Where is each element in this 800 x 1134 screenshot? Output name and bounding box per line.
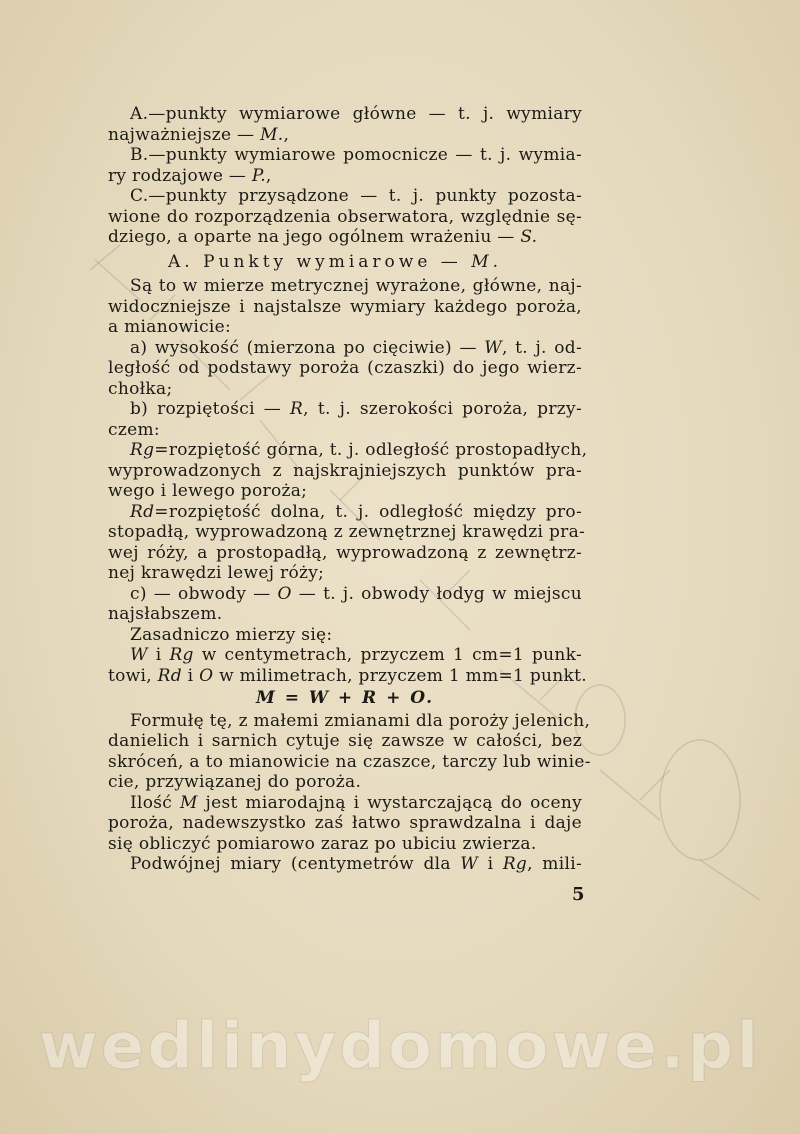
text-line xyxy=(108,563,582,584)
text-segment: Formułę tę, z małemi zmianami dla poroży jelenich, xyxy=(130,710,591,731)
text-line xyxy=(108,834,582,855)
text-line xyxy=(108,854,582,875)
italic-symbol: M. xyxy=(260,124,284,145)
text-segment: się obliczyć pomiarowo zaraz po ubiciu zwierza. xyxy=(108,833,537,854)
text-segment: najważniejsze — xyxy=(108,124,261,145)
text-line xyxy=(108,625,582,646)
text-segment: czem: xyxy=(108,419,160,440)
text-line xyxy=(108,461,582,482)
text-line xyxy=(108,481,582,502)
text-segment: ległość od podstawy poroża (czaszki) do jego wierz- xyxy=(108,358,582,378)
text-segment: wyprowadzonych z najskrajniejszych punktów pra- xyxy=(108,460,582,481)
italic-symbol: Rd xyxy=(130,501,155,522)
text-segment: ry rodzajowe — xyxy=(108,165,252,186)
text-line xyxy=(108,186,582,207)
text-segment: towi, xyxy=(108,665,158,686)
page-number: 5 xyxy=(572,884,585,905)
italic-symbol: W xyxy=(130,645,148,665)
text-line xyxy=(108,604,582,625)
text-line xyxy=(108,645,582,666)
italic-symbol: S. xyxy=(520,227,538,247)
text-segment: M = W + R + O. xyxy=(255,688,434,708)
text-segment: cie, przywiązanej do poroża. xyxy=(108,772,362,792)
text-segment: jest miarodajną i wystarczającą do oceny xyxy=(197,792,583,813)
text-segment: dziego, a oparte na jego ogólnem wrażeniu — xyxy=(108,227,521,247)
text-segment: i xyxy=(147,645,170,665)
text-segment: , xyxy=(283,124,290,145)
text-line xyxy=(108,665,587,687)
body-text xyxy=(108,104,591,875)
text-segment: skróceń, a to mianowicie na czaszce, tarczy lub winie- xyxy=(108,751,591,772)
text-segment: b) rozpiętości — xyxy=(130,399,291,419)
text-line xyxy=(108,338,582,359)
text-segment: poroża, nadewszystko zaś łatwo sprawdzalna i daje xyxy=(108,813,582,833)
text-line xyxy=(108,207,582,228)
text-line xyxy=(108,125,582,146)
text-segment: nej krawędzi lewej róży; xyxy=(108,563,325,583)
text-line xyxy=(108,145,582,166)
text-segment: Zasadniczo mierzy się: xyxy=(130,624,333,645)
text-line xyxy=(108,379,582,400)
text-segment: wego i lewego poroża; xyxy=(108,481,308,501)
text-segment: A. Punkty wymiarowe — xyxy=(168,251,472,272)
text-segment: Są to w mierze metrycznej wyrażone, główne, naj- xyxy=(130,276,582,296)
text-segment: , xyxy=(265,165,272,186)
italic-symbol: Rg xyxy=(502,854,528,874)
text-segment: wione do rozporządzenia obserwatora, względnie sę- xyxy=(108,206,582,227)
text-line xyxy=(108,543,582,564)
text-line xyxy=(108,793,582,814)
text-segment: c) — obwody — xyxy=(130,583,278,604)
text-line xyxy=(108,584,582,605)
text-segment: , t. j. szerokości poroża, przy- xyxy=(303,399,582,419)
text-line xyxy=(108,731,582,752)
text-line xyxy=(108,104,582,125)
italic-symbol: M xyxy=(179,792,198,813)
text-segment: , mili- xyxy=(527,854,582,874)
text-segment: — t. j. obwody łodyg w miejscu xyxy=(291,583,582,604)
text-line xyxy=(108,502,582,523)
text-line xyxy=(108,358,582,379)
text-line xyxy=(108,297,582,318)
italic-symbol: O xyxy=(277,583,292,604)
italic-symbol: O xyxy=(199,665,214,686)
text-line xyxy=(108,772,582,793)
text-segment: C.—punkty przysądzone — t. j. punkty pozosta- xyxy=(130,186,582,206)
text-line xyxy=(108,317,582,338)
italic-symbol: R xyxy=(290,399,304,419)
text-segment: stopadłą, wyprowadzoną z zewnętrznej krawędzi pra- xyxy=(108,522,586,542)
text-segment: =rozpiętość dolna, t. j. odległość między pro- xyxy=(154,501,582,522)
italic-symbol: M. xyxy=(471,251,503,272)
text-segment: B.—punkty wymiarowe pomocnicze — t. j. wymia- xyxy=(130,145,582,165)
text-segment: chołka; xyxy=(108,378,173,399)
text-segment: widoczniejsze i najstalsze wymiary każdego poroża, xyxy=(108,296,582,317)
text-segment: , t. j. od- xyxy=(502,337,582,358)
text-segment: i xyxy=(181,665,200,686)
text-segment: Ilość xyxy=(130,792,180,813)
italic-symbol: Rd xyxy=(157,665,182,686)
text-line xyxy=(108,440,588,461)
text-line xyxy=(108,166,582,187)
italic-symbol: W xyxy=(460,854,479,874)
text-line xyxy=(108,813,582,834)
text-line xyxy=(108,420,582,441)
formula-line xyxy=(108,688,582,709)
text-segment: a) wysokość (mierzona po cięciwie) — xyxy=(130,337,485,358)
text-line xyxy=(108,276,582,297)
text-segment: =rozpiętość górna, t. j. odległość prostopadłych, xyxy=(154,440,588,460)
text-segment: w milimetrach, przyczem 1 mm=1 punkt. xyxy=(213,665,587,686)
text-line xyxy=(108,751,591,773)
text-segment: i xyxy=(478,854,503,874)
italic-symbol: Rg xyxy=(130,440,155,460)
text-segment: A.—punkty wymiarowe główne — t. j. wymiary xyxy=(130,104,582,124)
italic-symbol: W xyxy=(484,337,502,358)
text-line xyxy=(108,522,586,543)
text-segment: wej róży, a prostopadłą, wyprowadzoną z zewnętrz- xyxy=(108,542,582,563)
text-segment: a mianowicie: xyxy=(108,317,232,337)
text-segment: najsłabszem. xyxy=(108,604,223,624)
italic-symbol: Rg xyxy=(169,645,194,665)
text-line xyxy=(108,710,591,732)
text-segment: w centymetrach, przyczem 1 cm=1 punk- xyxy=(193,645,582,665)
site-watermark: wedlinydomowe.pl xyxy=(38,1010,762,1084)
italic-symbol: P. xyxy=(251,165,266,186)
text-line xyxy=(108,227,582,248)
text-segment: Podwójnej miary (centymetrów dla xyxy=(130,854,461,874)
section-heading xyxy=(108,252,582,273)
text-line xyxy=(108,399,582,420)
text-segment: danielich i sarnich cytuje się zawsze w całości, bez xyxy=(108,731,582,751)
